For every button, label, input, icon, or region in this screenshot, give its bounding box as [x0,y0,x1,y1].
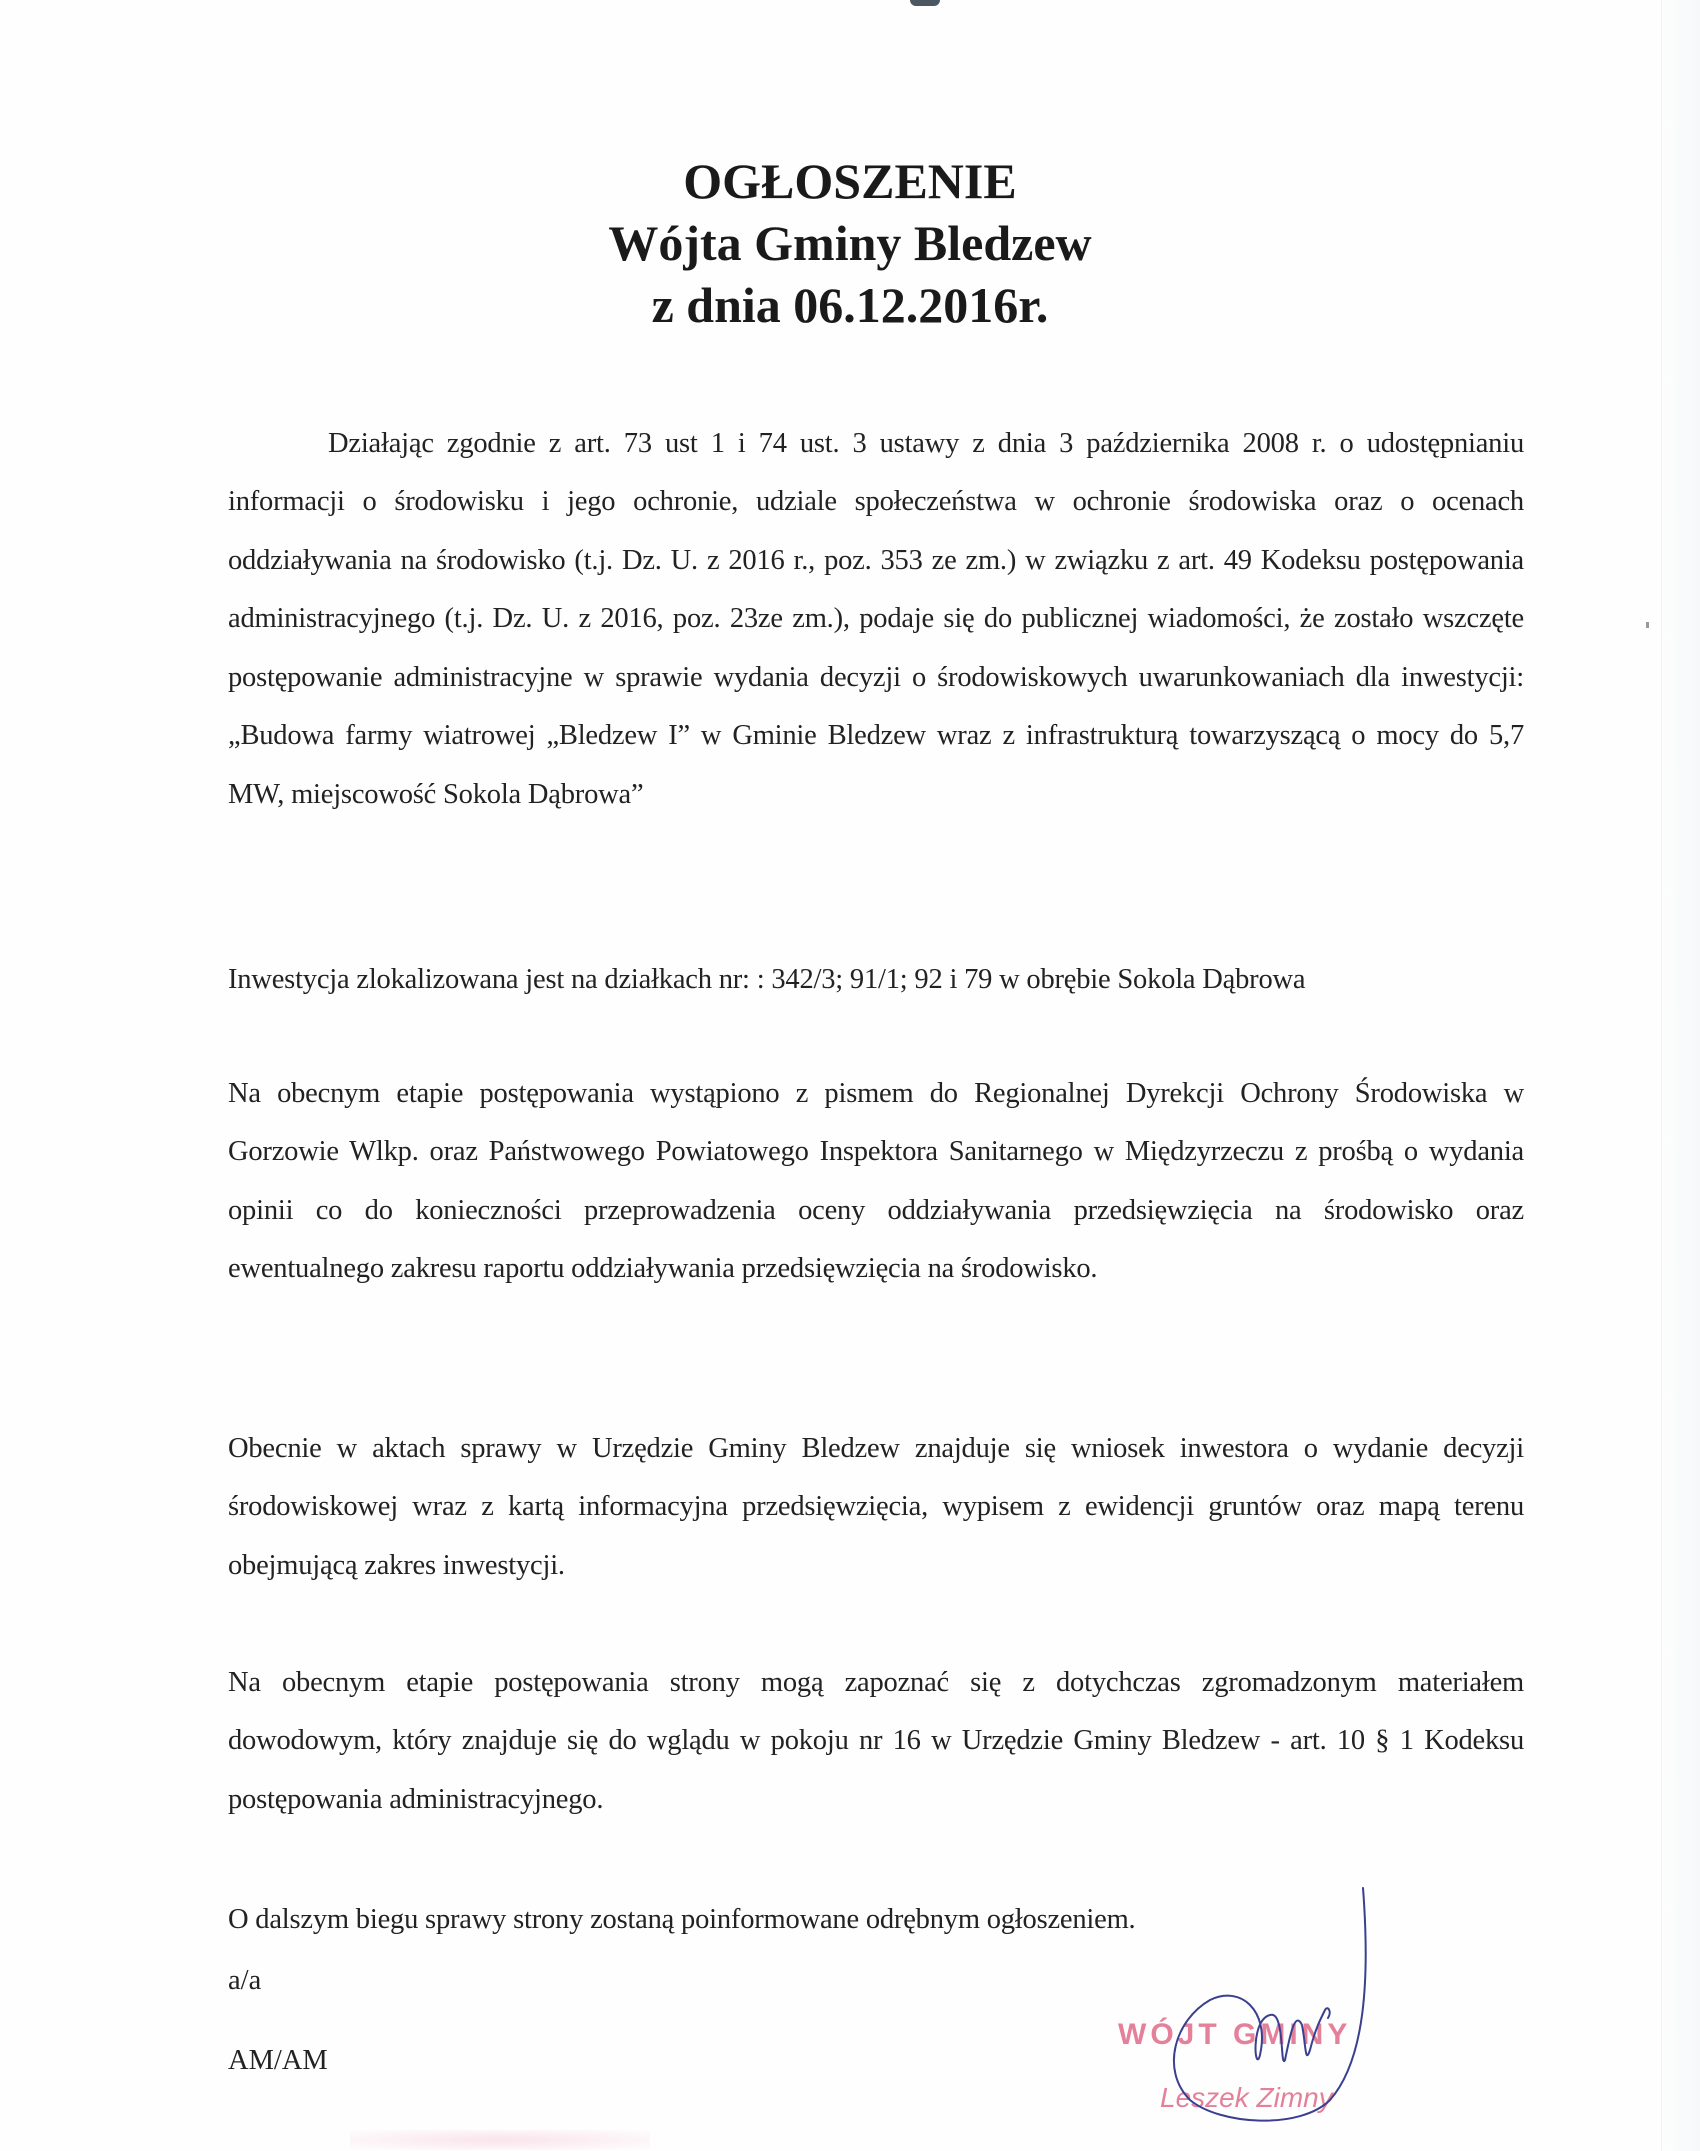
paragraph-access: Na obecnym etapie postępowania strony mogą zapoznać się z dotychczas zgromadzonym materiałem dowodowym, który znajduje się do wglądu w pokoju nr 16 w Urzędzie Gminy Bledzew - art. 10 § 1 Kodeksu postępowania administracyjnego. [228,1666,1524,1815]
paragraph-intro: Działając zgodnie z art. 73 ust 1 i 74 ust. 3 ustawy z dnia 3 października 2008 r. o udostępnianiu informacji o środowisku i jego ochronie, udziale społeczeństwa w ochronie środowiska oraz o ocenach oddziaływania na środowisko (t.j. Dz. U. z 2016 r., poz. 353 ze zm.) w związku z art. 49 Kodeksu postępowania administracyjnego (t.j. Dz. U. z 2016, poz. 23ze zm.), podaje się do publicznej wiadomości, że zostało wszczęte postępowanie administracyjne w sprawie wydania decyzji o środowiskowych uwarunkowaniach dla inwestycji: „Budowa farmy wiatrowej „Bledzew I” w Gminie Bledzew wraz z infrastrukturą towarzyszącą o mocy do 5,7 MW, miejscowość Sokola Dąbrowa” [228,427,1524,810]
stamp-name: Leszek Zimny [1160,2082,1333,2113]
scan-top-artifact [910,0,940,6]
stamp-title: WÓJT GMINY [1118,2018,1352,2051]
paragraph-location: Inwestycja zlokalizowana jest na działkach nr: : 342/3; 91/1; 92 i 79 w obrębie Sokola Dąbrowa [228,963,1306,995]
title-date: z dnia 06.12.2016r. [651,277,1049,333]
paragraph-opinion-request: Na obecnym etapie postępowania wystąpiono z pismem do Regionalnej Dyrekcji Ochrony Środowiska w Gorzowie Wlkp. oraz Państwowego Powiatowego Inspektora Sanitarnego w Międzyrzeczu z prośbą o wydania opinii co do konieczności przeprowadzenia oceny oddziaływania przedsięwzięcia na środowisko oraz ewentualnego zakresu raportu oddziaływania przedsięwzięcia na środowisko. [228,1077,1524,1284]
paragraph-closing: O dalszym biegu sprawy strony zostaną poinformowane odrębnym ogłoszeniem. [228,1903,1136,1935]
scan-speck [1646,622,1649,628]
title-issuer: Wójta Gminy Bledzew [608,215,1092,271]
author-initials: AM/AM [228,2045,328,2076]
paragraph-case-files: Obecnie w aktach sprawy w Urzędzie Gminy Bledzew znajduje się wniosek inwestora o wydanie decyzji środowiskowej wraz z kartą informacyjna przedsięwzięcia, wypisem z ewidencji gruntów oraz mapą terenu obejmującą zakres inwestycji. [228,1432,1524,1581]
file-reference: a/a [228,1965,262,1996]
title-heading: OGŁOSZENIE [683,153,1017,209]
official-stamp [1110,2000,1430,2140]
stamp-ink-smudge [350,2130,650,2150]
document-title [0,150,1700,336]
